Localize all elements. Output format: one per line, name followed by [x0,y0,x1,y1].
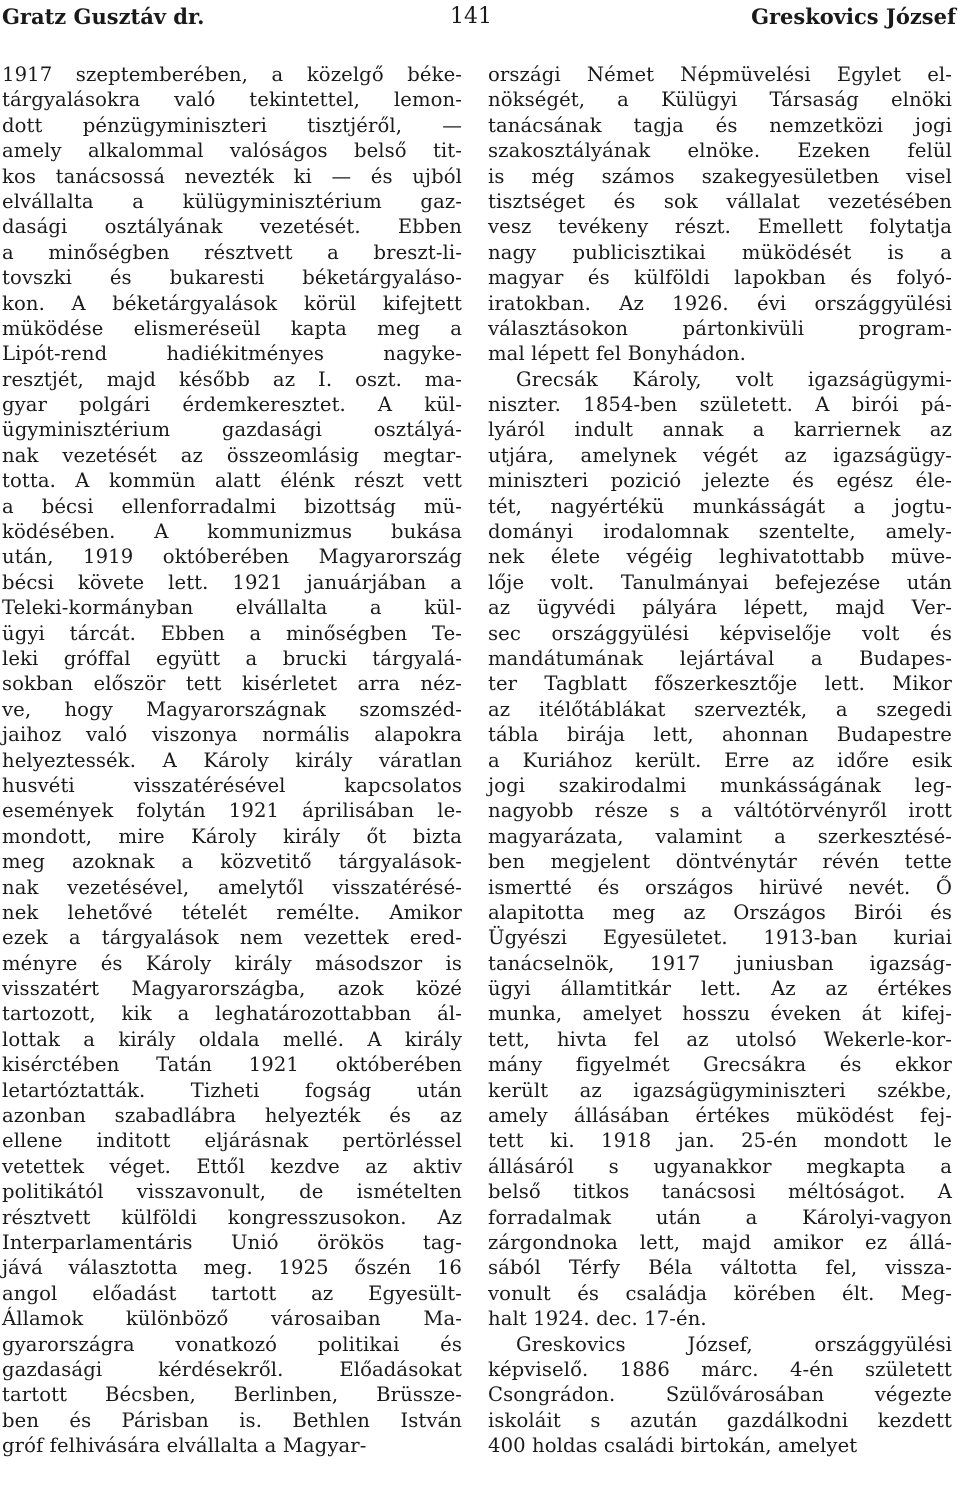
text-line: sokban először tett kisérletet arra néz- [2,672,462,696]
text-line: szakosztályának elnöke. Ezeken felül [488,139,952,163]
text-line: tett, hivta fel az utolsó Wekerle-kor- [488,1027,952,1051]
text-line: tett ki. 1918 jan. 25-én mondott le [488,1129,952,1153]
text-line: ellene inditott eljárásnak pertörléssel [2,1129,462,1153]
text-line: dományi irodalomnak szentelte, amely- [488,520,952,544]
text-line: Grecsák Károly, volt igazságügymi- [516,367,952,391]
text-line: elvállalta a külügyminisztérium gaz- [2,189,462,213]
text-line: leki gróffal együtt a brucki tárgyalá- [2,646,462,670]
text-line: Teleki-kormányban elvállalta a kül- [2,596,462,620]
text-line: amely alkalommal valóságos belső tit- [2,139,462,163]
text-line: ve, hogy Magyarországnak szomszéd- [2,697,462,721]
text-line: országi Német Népmüvelési Egylet el- [488,63,952,86]
text-line: gyarországra vonatkozó politikai és [2,1332,462,1356]
text-line: totta. A kommün alatt élénk részt vett [2,469,462,493]
text-line: tisztséget és sok vállalat vezetésében [488,189,952,213]
text-line: gazdasági kérdésekről. Előadásokat [2,1357,462,1381]
text-line: dasági osztályának vezetését. Ebben [2,215,462,239]
text-line: angol előadást tartott az Egyesült- [2,1281,462,1305]
text-line: nökségét, a Külügyi Társaság elnöki [488,88,952,112]
text-line: események folytán 1921 áprilisában le- [2,799,462,823]
text-line: nagyobb része s a váltótörvényről irott [488,799,952,823]
text-line: kos tanácsossá nevezték ki — és ujból [2,164,462,188]
text-line: tartott Bécsben, Berlinben, Brüssze- [2,1383,462,1407]
text-line: nek élete végéig leghivatottabb müve- [488,545,952,569]
text-line: vesz tevékeny részt. Emellett folytatja [488,215,952,239]
text-line: utjára, amelynek végét az igazságügy- [488,443,952,467]
text-line: kon. A béketárgyalások körül kifejtett [2,291,462,315]
text-line: husvéti visszatérésével kapcsolatos [2,773,462,797]
text-line: politikától visszavonult, de ismételten [2,1180,462,1204]
text-line: mal lépett fel Bonyhádon. [488,342,746,366]
header-right-name: Greskovics József [751,4,956,29]
text-line: nek lehetővé tételét remélte. Amikor [2,900,462,924]
text-line: mandátumának lejártával a Budapes- [488,646,952,670]
text-line: ügyi tárcát. Ebben a minőségben Te- [2,621,462,645]
text-line: gróf felhivására elvállalta a Magyar- [2,1434,367,1458]
text-line: ezek a tárgyalások nem vezettek ered- [2,926,462,950]
text-line: a bécsi ellenforradalmi bizottság mü- [2,494,462,518]
text-line: visszatért Magyarországba, azok közé [2,977,462,1001]
text-line: lyáról indult annak a karriernek az [488,418,952,442]
text-line: 400 holdas családi birtokán, amelyet [488,1434,858,1458]
text-line: ben és Párisban is. Bethlen István [2,1408,462,1432]
text-line: dott pénzügyminiszteri tisztjéről, — [2,113,462,137]
text-line: a Kuriához került. Erre az időre esik [488,748,952,772]
text-line: állásáról s ugyanakkor megkapta a [488,1154,952,1178]
text-line: alapitotta meg az Országos Birói és [488,900,952,924]
text-line: niszter. 1854-ben született. A birói pá- [488,393,952,417]
text-line: letartóztatták. Tizheti fogság után [2,1078,462,1102]
right-column [488,62,952,1458]
text-line: lottak a király oldala mellé. A király [2,1027,462,1051]
text-line: resztjét, majd később az I. oszt. ma- [2,367,462,391]
text-line: Államok különböző városaiban Ma- [2,1307,462,1331]
text-line: jogi szakirodalmi munkásságának leg- [488,773,952,797]
text-line: azonban szabadlábra helyezték és az [2,1104,462,1128]
text-line: sából Térfy Béla váltotta fel, vissza- [488,1256,952,1280]
text-line: Interparlamentáris Unió örökös tag- [2,1230,462,1254]
text-line: vonult és családja körében élt. Meg- [488,1281,952,1305]
text-line: 1917 szeptemberében, a közelgő béke- [2,63,462,86]
text-line: tartozott, kik a leghatározottabban ál- [2,1002,462,1026]
text-line: az ügyvédi pályára lépett, majd Ver- [488,596,952,620]
text-line: Greskovics József, országgyülési [516,1332,952,1356]
text-line: magyarázata, valamint a szerkesztésé- [488,824,952,848]
text-line: került az igazságügyminiszteri székbe, [488,1078,952,1102]
text-line: ter Tagblatt főszerkesztője lett. Mikor [488,672,952,696]
text-line: is még számos szakegyesületben visel [488,164,952,188]
text-line: bécsi követe lett. 1921 januárjában a [2,570,462,594]
text-line: ményre és Károly király másodszor is [2,951,462,975]
text-line: gyar polgári érdemkeresztet. A kül- [2,393,462,417]
text-line: helyeztessék. A Károly király váratlan [2,748,462,772]
text-line: tét, nagyértékü munkásságát a jogtu- [488,494,952,518]
text-line: tanácsának tagja és nemzetközi jogi [488,113,952,137]
text-line: ben megjelent döntvénytár révén tette [488,850,952,874]
text-line: jává választotta meg. 1925 őszén 16 [2,1256,462,1280]
text-line: Csongrádon. Szülővárosában végezte [488,1383,952,1407]
text-line: után, 1919 októberében Magyarország [2,545,462,569]
left-column [2,62,462,1458]
text-line: választásokon pártonkivüli program- [488,316,952,340]
text-line: miniszteri pozició jelezte és egész éle- [488,469,952,493]
text-line: az itélőtáblákat szervezték, a szegedi [488,697,952,721]
text-line: iskoláit s azután gazdálkodni kezdett [488,1408,952,1432]
text-line: halt 1924. dec. 17-én. [488,1307,707,1331]
text-line: tovszki és bukaresti béketárgyaláso- [2,266,462,290]
page-number: 141 [450,4,492,29]
text-line: Lipót-rend hadiékitményes nagyke- [2,342,462,366]
text-line: ismertté és országos hirüvé nevét. Ő [488,875,952,899]
text-line: jaihoz való viszonya normális alapokra [2,723,462,747]
text-line: forradalmak után a Károlyi-vagyon [488,1205,952,1229]
text-line: belső titkos tanácsosi méltóságot. A [488,1180,952,1204]
text-line: müködése elismeréseül kapta meg a [2,316,462,340]
text-line: nak vezetésével, amelytől visszatérésé- [2,875,462,899]
text-line: mondott, mire Károly király őt bizta [2,824,462,848]
text-line: munka, amelyet hosszu éveken át kifej- [488,1002,952,1026]
text-line: meg azoknak a közvetitő tárgyalások- [2,850,462,874]
text-line: nagy publicisztikai müködését is a [488,240,952,264]
text-line: tábla birája lett, ahonnan Budapestre [488,723,952,747]
text-line: tárgyalásokra való tekintettel, lemon- [2,88,462,112]
text-line: mány figyelmét Grecsákra és ekkor [488,1053,952,1077]
text-line: résztvett külföldi kongresszusokon. Az [2,1205,462,1229]
text-line: kisérctében Tatán 1921 októberében [2,1053,462,1077]
header-left-name: Gratz Gusztáv dr. [2,4,205,29]
page-header [0,4,960,40]
text-line: nak vezetését az összeomlásig megtar- [2,443,462,467]
text-line: magyar és külföldi lapokban és folyó- [488,266,952,290]
text-line: lője volt. Tanulmányai befejezése után [488,570,952,594]
text-line: ködésében. A kommunizmus bukása [2,520,462,544]
text-line: ügyminisztérium gazdasági osztályá- [2,418,462,442]
text-line: vetettek véget. Ettől kezdve az aktiv [2,1154,462,1178]
text-line: képviselő. 1886 márc. 4-én született [488,1357,952,1381]
text-line: ügyi államtitkár lett. Az az értékes [488,977,952,1001]
text-line: iratokban. Az 1926. évi országgyülési [488,291,952,315]
text-line: a minőségben résztvett a breszt-li- [2,240,462,264]
text-line: tanácselnök, 1917 juniusban igazság- [488,951,952,975]
text-line: zárgondnoka lett, majd amikor ez állá- [488,1230,952,1254]
text-line: amely állásában értékes müködést fej- [488,1104,952,1128]
text-line: sec országgyülési képviselője volt és [488,621,952,645]
text-line: Ügyészi Egyesületet. 1913-ban kuriai [488,926,952,950]
